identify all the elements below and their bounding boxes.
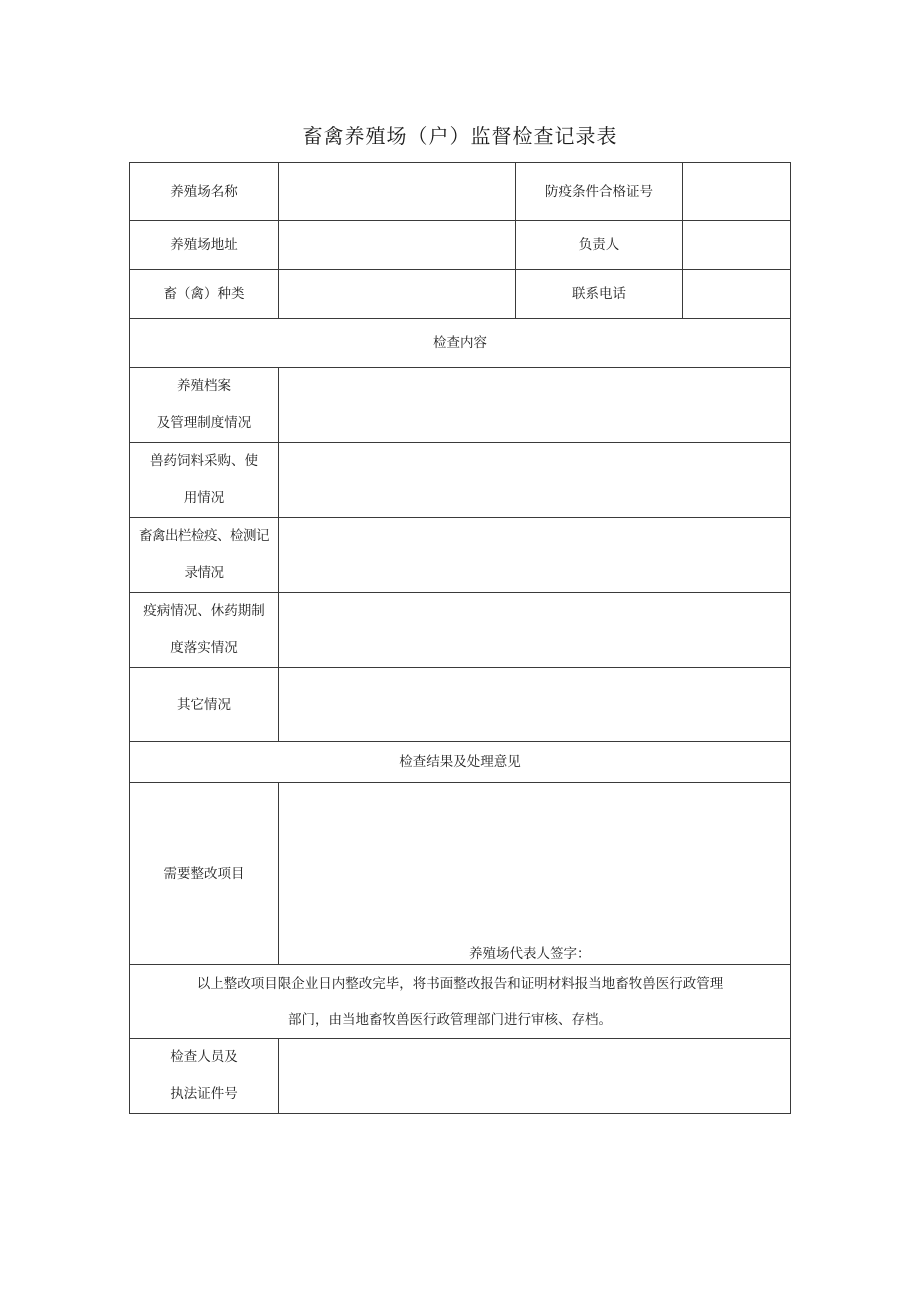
row-notice <box>130 965 791 1039</box>
rectify-label: 需要整改项目 <box>130 783 279 965</box>
farm-name-field[interactable] <box>279 163 516 221</box>
inspection-item-field[interactable] <box>279 518 791 593</box>
inspection-item-field[interactable] <box>279 368 791 443</box>
inspection-item-label <box>130 443 279 518</box>
rectify-notice <box>130 965 791 1039</box>
inspection-item-label-line1: 养殖档案 <box>177 378 231 394</box>
row-farm-name <box>130 163 791 221</box>
phone-field[interactable] <box>683 270 791 319</box>
inspection-item-label-line2: 录情况 <box>184 565 224 581</box>
row-inspection-item <box>130 518 791 593</box>
certificate-field[interactable] <box>683 163 791 221</box>
inspector-label-line1: 检查人员及 <box>170 1049 238 1065</box>
species-label: 畜（禽）种类 <box>130 270 279 319</box>
row-inspection-item <box>130 368 791 443</box>
row-inspection-item <box>130 668 791 742</box>
signature-label: 养殖场代表人签字： <box>469 946 591 962</box>
inspection-item-label-line1: 其它情况 <box>177 696 231 713</box>
inspection-item-label <box>130 368 279 443</box>
row-rectify <box>130 783 791 965</box>
inspection-item-label-line2: 度落实情况 <box>170 640 238 656</box>
inspection-item-field[interactable] <box>279 443 791 518</box>
inspection-item-label-line2: 及管理制度情况 <box>156 415 252 431</box>
inspection-item-label-line1: 畜禽出栏检疫、检测记 <box>139 528 269 544</box>
farm-address-field[interactable] <box>279 221 516 270</box>
row-farm-address <box>130 221 791 270</box>
inspector-field[interactable] <box>279 1039 791 1114</box>
row-species <box>130 270 791 319</box>
responsible-label: 负责人 <box>516 221 683 270</box>
certificate-label: 防疫条件合格证号 <box>516 163 683 221</box>
inspection-item-label-line2: 用情况 <box>183 490 225 506</box>
form-title: 畜禽养殖场（户）监督检查记录表 <box>302 124 618 148</box>
inspector-label-line2: 执法证件号 <box>170 1086 238 1102</box>
row-inspection-header <box>130 319 791 368</box>
farm-name-label: 养殖场名称 <box>130 163 279 221</box>
inspection-item-label-line1: 兽药饲料采购、使 <box>150 453 258 469</box>
responsible-field[interactable] <box>683 221 791 270</box>
row-inspection-item <box>130 593 791 668</box>
row-inspection-item <box>130 443 791 518</box>
inspection-item-label-line1: 疫病情况、休药期制 <box>143 603 265 619</box>
notice-line1: 以上整改项目限企业日内整改完毕，将书面整改报告和证明材料报当地畜牧兽医行政管理 <box>196 975 724 992</box>
inspection-item-label <box>130 668 279 742</box>
inspection-record-table <box>129 162 791 1114</box>
inspection-section-title: 检查内容 <box>130 319 791 368</box>
inspection-item-label <box>130 593 279 668</box>
inspection-item-field[interactable] <box>279 668 791 742</box>
notice-line2: 部门，由当地畜牧兽医行政管理部门进行审核、存档。 <box>288 1011 612 1028</box>
result-section-title: 检查结果及处理意见 <box>130 742 791 783</box>
inspector-label <box>130 1039 279 1114</box>
rectify-field[interactable] <box>279 783 791 965</box>
inspection-item-label <box>130 518 279 593</box>
inspection-item-field[interactable] <box>279 593 791 668</box>
row-inspector <box>130 1039 791 1114</box>
farm-address-label: 养殖场地址 <box>130 221 279 270</box>
phone-label: 联系电话 <box>516 270 683 319</box>
row-result-header <box>130 742 791 783</box>
species-field[interactable] <box>279 270 516 319</box>
